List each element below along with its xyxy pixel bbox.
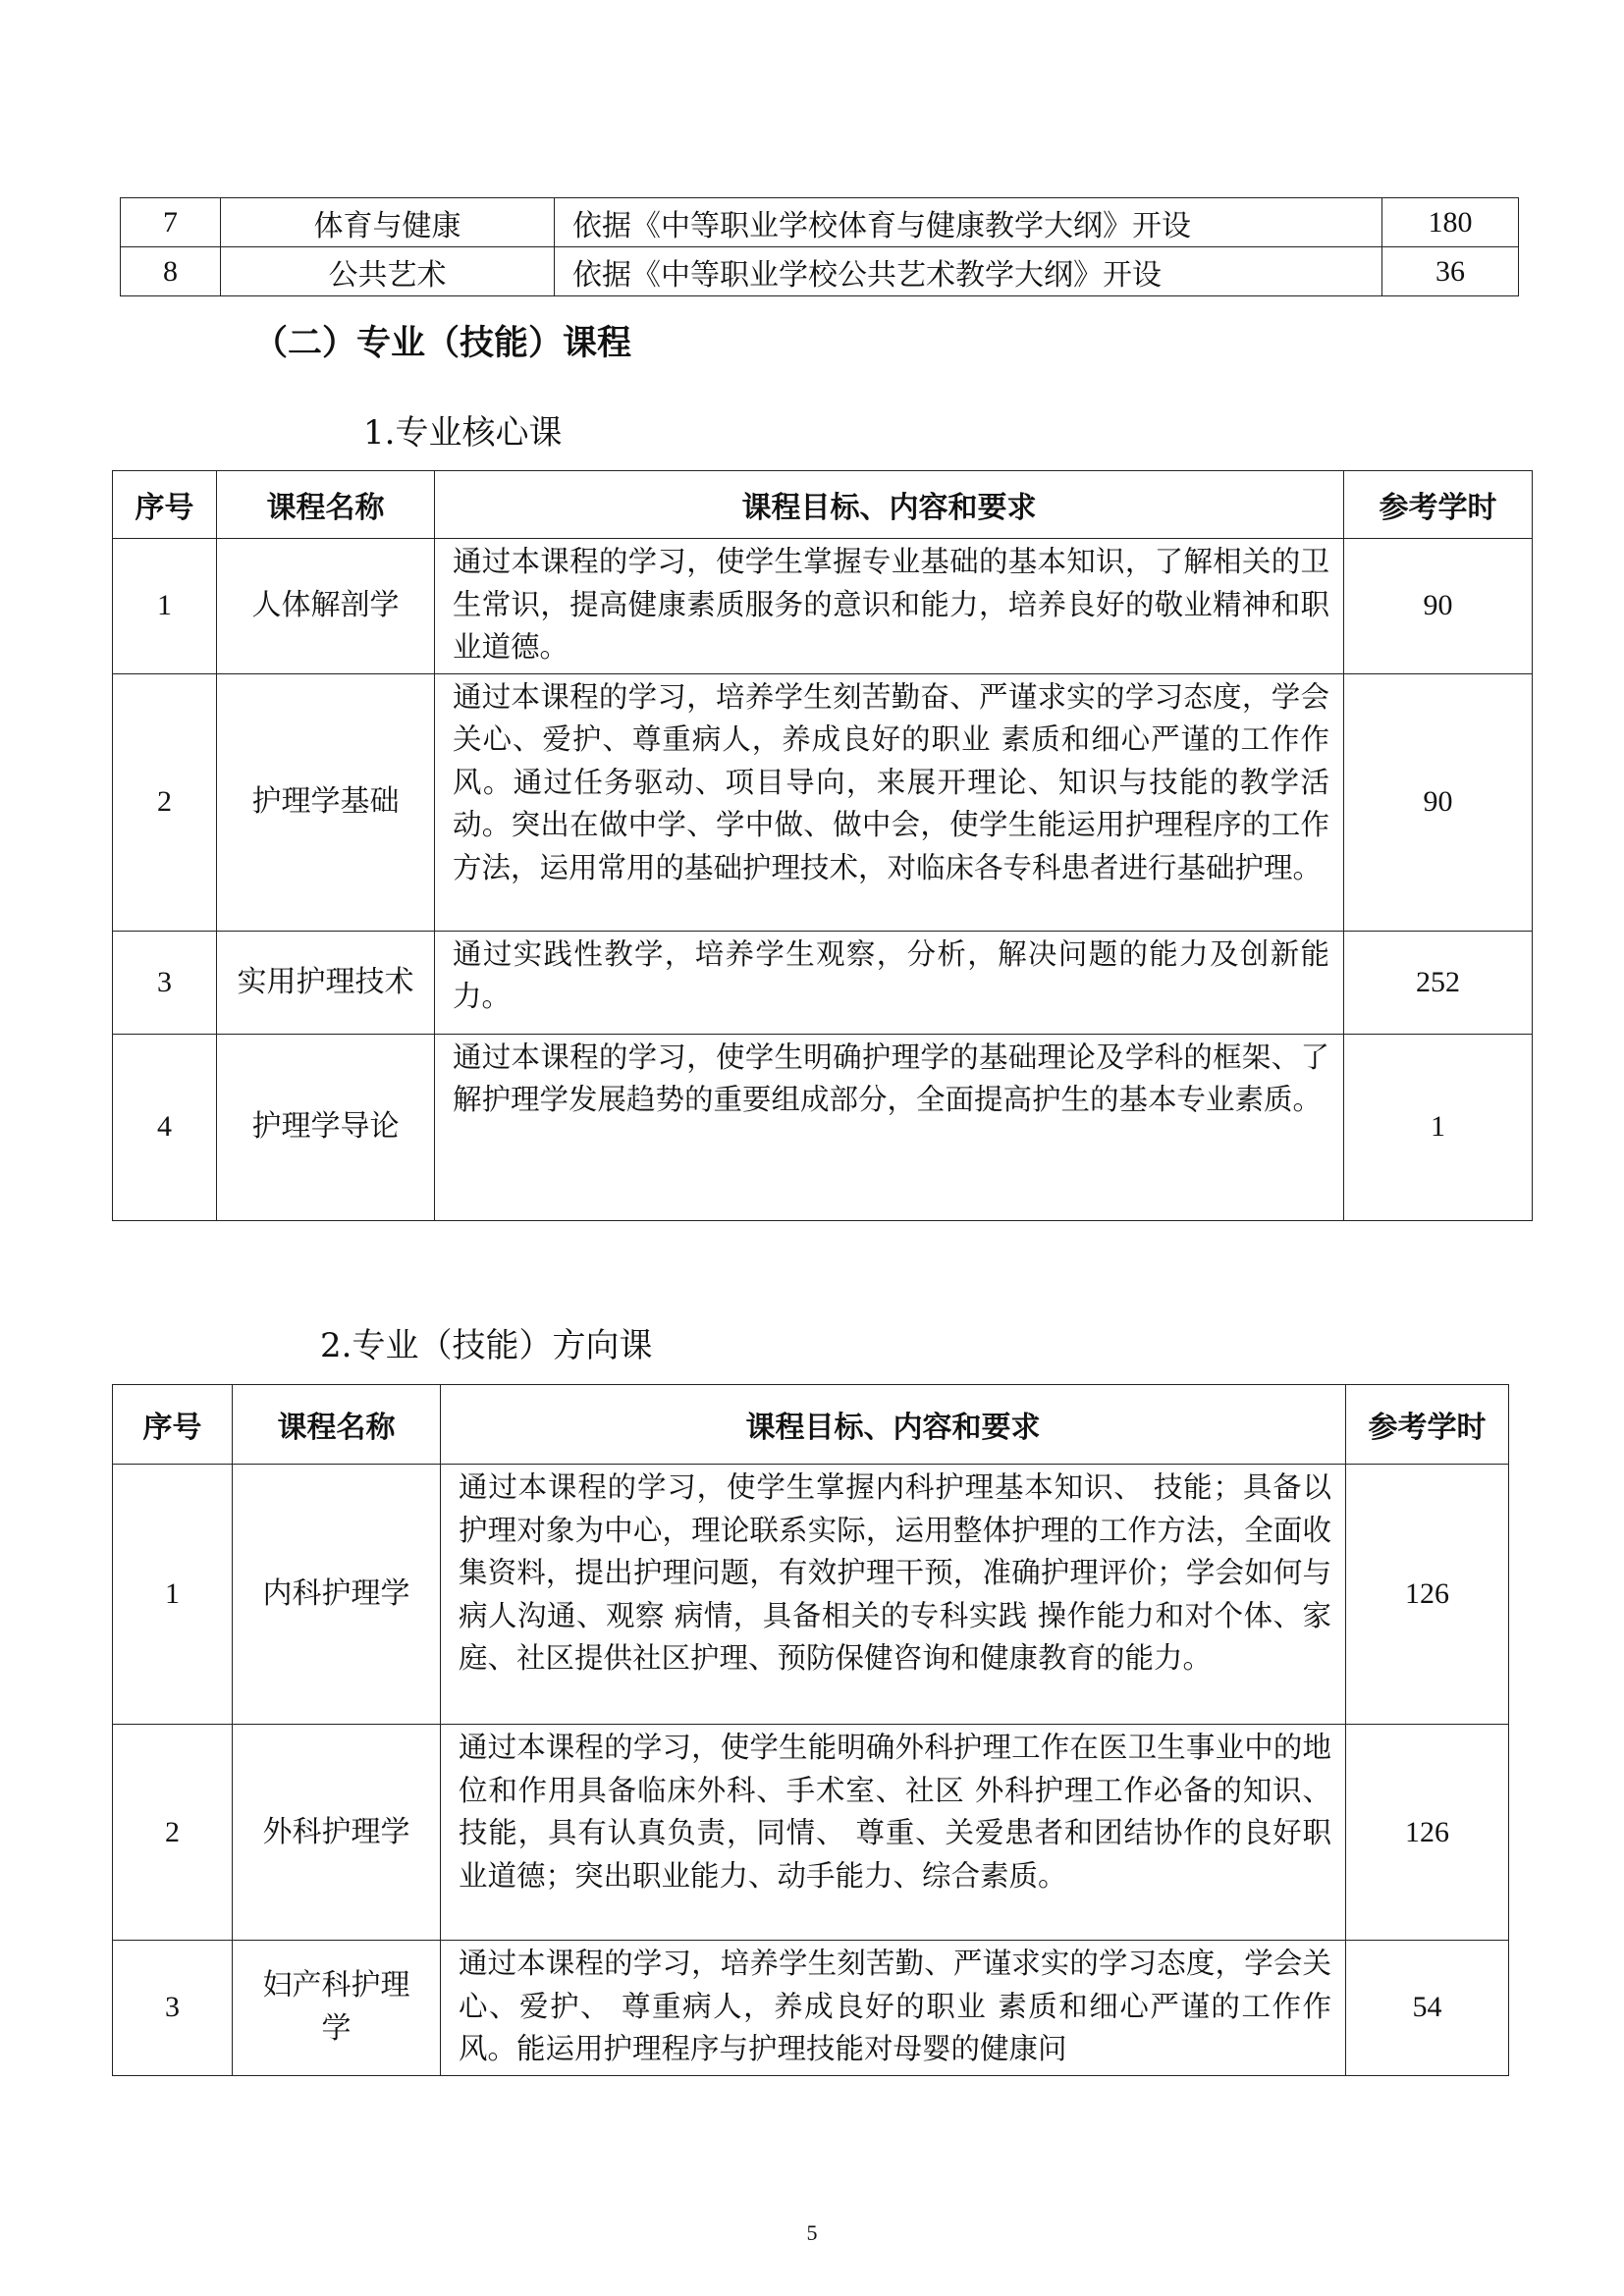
table-row [121,198,1519,247]
row-number: 2 [113,673,217,931]
table-row [113,931,1533,1034]
table-row [113,1941,1509,2076]
course-hours: 126 [1346,1725,1509,1941]
course-name: 人体解剖学 [217,539,435,674]
table-row [113,1725,1509,1941]
course-description: 通过实践性教学，培养学生观察，分析，解决问题的能力及创新能力。 [435,931,1344,1034]
row-number: 2 [113,1725,233,1941]
course-name: 内科护理学 [233,1465,441,1725]
course-hours: 252 [1344,931,1533,1034]
course-description: 通过本课程的学习，培养学生刻苦勤、严谨求实的学习态度，学会关心、爱护、 尊重病人，养成良好的职业 素质和细心严谨的工作作 风。能运用护理程序与护理技能对母婴的健康问 [441,1941,1346,2076]
course-description: 依据《中等职业学校公共艺术教学大纲》开设 [555,247,1382,296]
column-header-number: 序号 [113,1385,233,1465]
table-row [113,1465,1509,1725]
table-row [121,247,1519,296]
column-header-name: 课程名称 [233,1385,441,1465]
course-name: 实用护理技术 [217,931,435,1034]
direction-course-heading: 2.专业（技能）方向课 [320,1326,653,1365]
table-header-row [113,471,1533,539]
course-hours: 1 [1344,1034,1533,1220]
course-name: 护理学导论 [217,1034,435,1220]
row-number: 1 [113,1465,233,1725]
core-course-table [112,470,1533,1221]
course-name: 体育与健康 [221,198,555,247]
section-heading: （二）专业（技能）课程 [253,324,632,363]
course-hours: 90 [1344,673,1533,931]
course-description: 通过本课程的学习，使学生掌握内科护理基本知识、 技能；具备以护理对象为中心，理论联系实际，运用整体护理的工作方法，全面收集资料，提出护理问题，有效护理干预，准确护理评价；学会如何与病人沟通、观察 病情，具备相关的专科实践 操作能力和对个体、家庭、社区提供社区护理、预防保健咨询和健康教育的能力。 [441,1465,1346,1725]
table-row [113,1034,1533,1220]
row-number: 8 [121,247,221,296]
row-number: 3 [113,931,217,1034]
table-row [113,673,1533,931]
course-name: 妇产科护理学 [233,1941,441,2076]
core-course-heading: 1.专业核心课 [363,413,563,453]
column-header-hours: 参考学时 [1346,1385,1509,1465]
course-name: 护理学基础 [217,673,435,931]
page-number: 5 [806,2220,818,2245]
course-description: 依据《中等职业学校体育与健康教学大纲》开设 [555,198,1382,247]
column-header-number: 序号 [113,471,217,539]
course-hours: 180 [1382,198,1519,247]
public-course-table [120,197,1519,296]
column-header-description: 课程目标、内容和要求 [435,471,1344,539]
column-header-description: 课程目标、内容和要求 [441,1385,1346,1465]
column-header-name: 课程名称 [217,471,435,539]
course-name: 外科护理学 [233,1725,441,1941]
course-hours: 54 [1346,1941,1509,2076]
table-row [113,539,1533,674]
row-number: 3 [113,1941,233,2076]
table-header-row [113,1385,1509,1465]
course-description: 通过本课程的学习，培养学生刻苦勤奋、严谨求实的学习态度，学会关心、爱护、尊重病人，养成良好的职业 素质和细心严谨的工作作风。通过任务驱动、项目导向，来展开理论、知识与技能的教学活动。突出在做中学、学中做、做中会，使学生能运用护理程序的工作方法，运用常用的基础护理技术，对临床各专科患者进行基础护理。 [435,673,1344,931]
course-description: 通过本课程的学习，使学生能明确外科护理工作在医卫生事业中的地位和作用具备临床外科、手术室、社区 外科护理工作必备的知识、技能，具有认真负责，同情、 尊重、关爱患者和团结协作的良好职业道德；突出职业能力、动手能力、综合素质。 [441,1725,1346,1941]
row-number: 7 [121,198,221,247]
row-number: 4 [113,1034,217,1220]
column-header-hours: 参考学时 [1344,471,1533,539]
course-description: 通过本课程的学习，使学生掌握专业基础的基本知识，了解相关的卫生常识，提高健康素质服务的意识和能力，培养良好的敬业精神和职业道德。 [435,539,1344,674]
course-hours: 126 [1346,1465,1509,1725]
course-description: 通过本课程的学习，使学生明确护理学的基础理论及学科的框架、了解护理学发展趋势的重要组成部分，全面提高护生的基本专业素质。 [435,1034,1344,1220]
row-number: 1 [113,539,217,674]
direction-course-table [112,1384,1509,2076]
course-hours: 90 [1344,539,1533,674]
course-hours: 36 [1382,247,1519,296]
course-name: 公共艺术 [221,247,555,296]
